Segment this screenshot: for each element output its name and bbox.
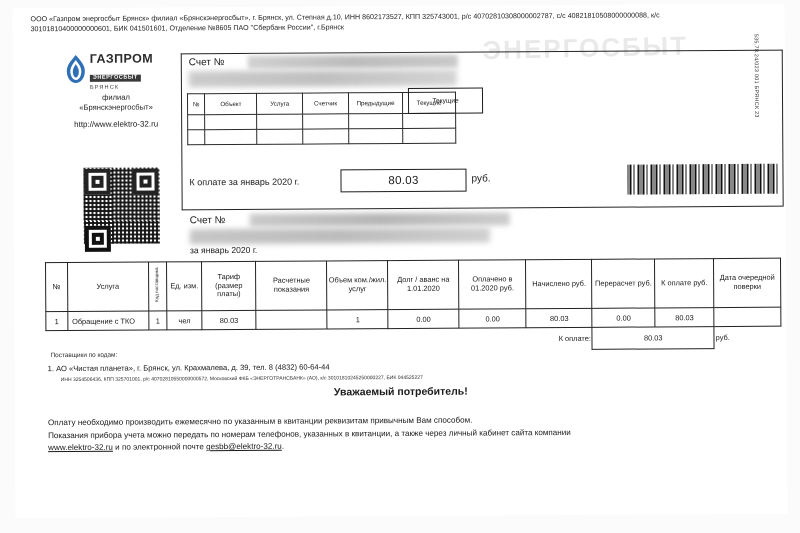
suppliers-title: Поставщики по кодам: <box>50 351 118 360</box>
logo-text-block <box>90 52 170 91</box>
cell-charged: 80.03 <box>526 308 592 327</box>
qr-code-finder-bottom-left <box>85 226 111 252</box>
total-row <box>46 326 781 352</box>
col-header-charged: Начислено руб. <box>526 259 592 308</box>
meter-header-previous: Предыдущие <box>349 92 403 113</box>
col-header-debt: Долг / аванс на 1.01.2020 <box>388 260 459 309</box>
cell-n: 1 <box>46 312 68 331</box>
cell-recalc: 0.00 <box>592 308 655 327</box>
cell-unit: чел <box>167 311 202 330</box>
meter-cell <box>205 114 257 129</box>
col-header-readings: Расчетные показания <box>256 261 328 310</box>
supplier-line: 1. АО «Чистая планета», г. Брянск, ул. Крахмалева, д. 39, тел. 8 (4832) 60-64-44 <box>47 362 330 374</box>
col-header-recalc: Перерасчет руб. <box>592 259 655 308</box>
flame-icon <box>64 54 88 84</box>
supplier-requisites: ИНН 3254506436, КПП 325701001, р/с 40702810550000000572, Московский ФКБ «ЭНЕРГОТРАНСБАНК» (АО), к/с 30101810245250000227, БИК 044525227 <box>60 374 423 384</box>
branch-line-2: «Брянскэнергосбыт» <box>79 102 153 113</box>
table-row <box>188 113 456 130</box>
invoice-number-label: Счет № <box>188 57 225 69</box>
header-requisites: ООО «Газпром энергосбыт Брянск» филиал «Брянскэнергосбыт», г. Брянск, ул. Степная д.10, ИНН 8602173527, КПП 325743001, р/с 40702810308000002787, с/с 40821810508000000088, к/с 30101810400000000601, БИК 041501601, Отделение №8605 ПАО "Сбербанк России", г.Брянск <box>30 11 660 34</box>
col-header-tariff: Тариф (размер платы) <box>202 261 256 310</box>
logo-badge-text: ЭНЕРГОСБЫТ <box>90 74 141 82</box>
side-code: 535.78.24/023 001 БРЯНСК 23 <box>752 33 760 118</box>
company-logo-block <box>51 51 181 128</box>
cell-service: Обращение с ТКО <box>67 311 148 330</box>
meter-cell <box>403 113 456 128</box>
cell-paid: 0.00 <box>459 309 526 328</box>
site-link[interactable]: www.elektro-32.ru <box>48 442 113 453</box>
col-header-supplier-code <box>148 262 167 311</box>
total-label: К оплате: <box>558 334 591 344</box>
top-pay-label: К оплате за январь 2020 г. <box>189 176 300 188</box>
meter-cell <box>302 114 348 129</box>
cell-readings <box>256 310 327 329</box>
top-amount-box: 80.03 <box>340 169 466 193</box>
current-readings-box: Текущие <box>408 87 483 113</box>
invoice-period: за январь 2020 г. <box>189 244 258 256</box>
meter-header-current: Текущие <box>402 92 455 113</box>
notice-body <box>48 413 760 455</box>
cell-tariff: 80.03 <box>202 310 256 329</box>
redacted-invoice-number-2 <box>250 212 510 227</box>
company-website: http://www.elektro-32.ru <box>74 118 159 129</box>
table-row <box>188 128 456 145</box>
col-header-to-pay: К оплате руб. <box>655 259 714 308</box>
redacted-customer-address-2 <box>190 227 490 244</box>
cell-volume: 1 <box>327 310 388 329</box>
meter-cell <box>349 128 403 143</box>
meter-cell <box>188 115 205 130</box>
logo-region: БРЯНСК <box>89 84 120 91</box>
cell-supplier-code: 1 <box>148 311 167 330</box>
col-header-n: № <box>46 263 68 312</box>
notice-paragraph-2-part2: и по электронной почте <box>112 442 207 452</box>
invoice-second-number-label: Счет № <box>189 215 226 227</box>
meter-cell <box>257 114 302 129</box>
watermark-text: ЭНЕРГОСБЫТ <box>482 30 689 66</box>
meter-cell <box>403 128 456 143</box>
col-header-supplier-code-text: Код поставщика <box>154 267 160 303</box>
col-header-service: Услуга <box>67 262 148 311</box>
meter-cell <box>303 129 349 144</box>
meter-header-counter: Счетчик <box>302 93 348 114</box>
meter-header-n: № <box>187 94 204 115</box>
logo-company-name: ГАЗПРОМ <box>89 51 154 66</box>
gazprom-logo <box>62 51 170 91</box>
meter-cell <box>188 130 205 145</box>
col-header-next-check: Дата очередной поверки <box>714 258 781 307</box>
branch-name <box>51 92 181 113</box>
meter-cell <box>257 129 302 144</box>
notice-paragraph-end: . <box>281 441 285 451</box>
col-header-paid: Оплачено в 01.2020 руб. <box>459 260 527 309</box>
cell-next-check <box>714 307 781 326</box>
redacted-invoice-number <box>248 55 458 69</box>
col-header-volume: Объем ком./жил. услуг <box>327 261 388 310</box>
meter-cell <box>205 129 257 144</box>
barcode <box>627 164 777 195</box>
redacted-customer-address <box>189 70 457 88</box>
total-value: 80.03 <box>592 327 714 350</box>
col-header-unit: Ед. изм. <box>167 262 202 311</box>
notice-greeting: Уважаемый потребитель! <box>333 385 468 399</box>
meter-header-service: Услуга <box>257 93 303 114</box>
top-amount-currency: руб. <box>471 173 491 185</box>
notice-paragraph-1: Оплату необходимо производить ежемесячно по указанным в квитанции реквизитам привычным Вам способом. <box>47 415 473 428</box>
email-link[interactable]: gesbb@elektro-32.ru <box>206 441 282 452</box>
cell-debt: 0.00 <box>388 309 459 328</box>
charges-table <box>45 258 782 353</box>
branch-line-1: филиал <box>102 92 130 102</box>
meter-cell <box>349 113 403 128</box>
meter-header-object: Объект <box>205 93 257 114</box>
cell-to-pay: 80.03 <box>655 308 714 327</box>
charges-header-row <box>46 258 781 311</box>
invoice-document <box>12 4 787 519</box>
notice-paragraph-2-part1: Показания прибора учета можно передать по номерам телефонов, указанных в квитанции, а также через личный кабинет сайта компании <box>48 427 571 440</box>
total-unit: руб. <box>715 333 730 343</box>
